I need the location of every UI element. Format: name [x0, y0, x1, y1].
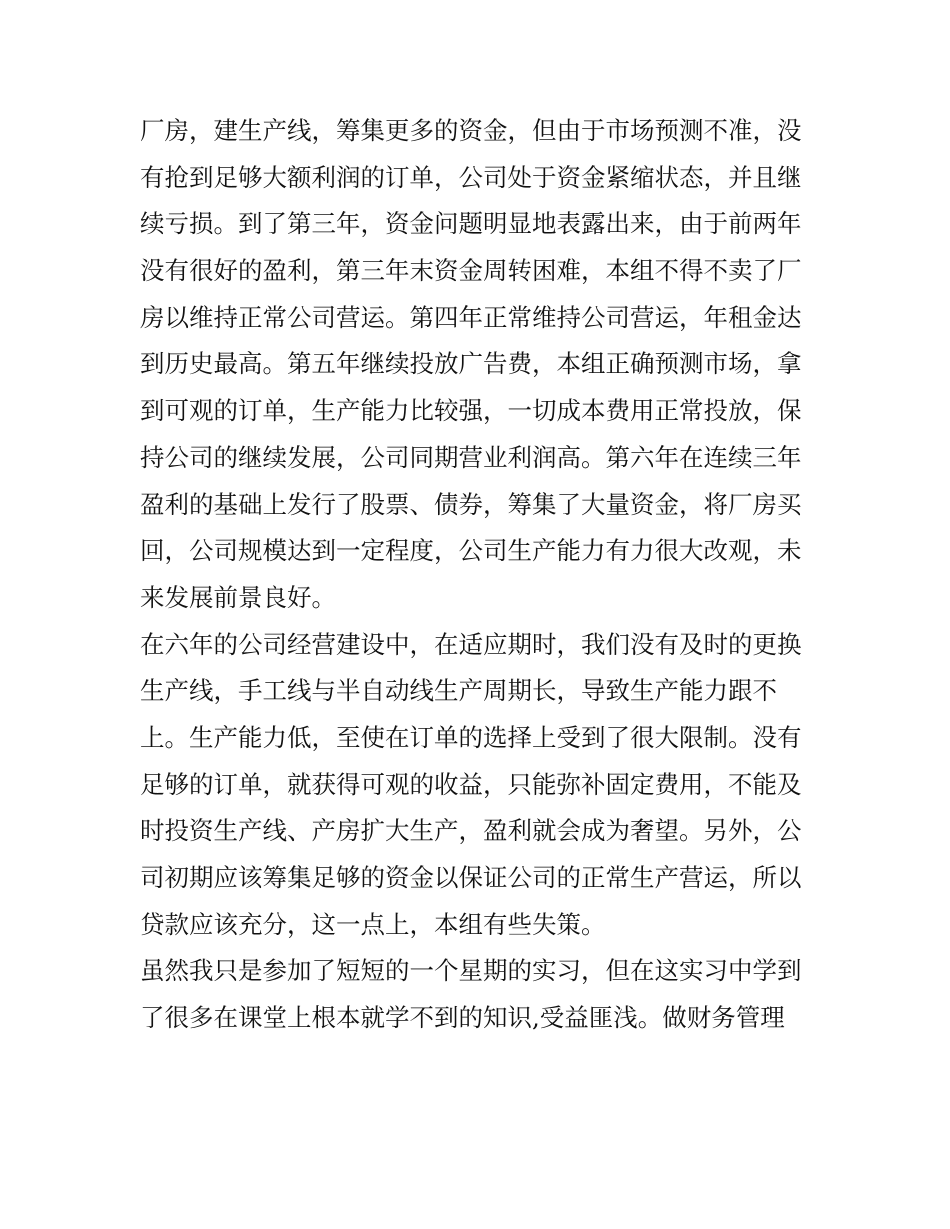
text-line-13: 生产线，手工线与半自动线生产周期长，导致生产能力跟不	[140, 676, 777, 706]
text-line-12: 在六年的公司经营建设中，在适应期时，我们没有及时的更换	[140, 629, 802, 659]
text-line-5: 房以维持正常公司营运。第四年正常维持公司营运，年租金达	[140, 302, 802, 332]
text-line-11: 来发展前景良好。	[140, 582, 336, 612]
text-line-2: 有抢到足够大额利润的订单，公司处于资金紧缩状态，并且继	[140, 162, 802, 192]
text-line-15: 足够的订单，就获得可观的收益，只能弥补固定费用，不能及	[140, 769, 802, 799]
text-line-17: 司初期应该筹集足够的资金以保证公司的正常生产营运，所以	[140, 863, 802, 892]
body-text	[140, 108, 812, 1042]
text-line-10: 回，公司规模达到一定程度，公司生产能力有力很大改观，未	[140, 536, 802, 566]
text-line-7: 到可观的订单，生产能力比较强，一切成本费用正常投放，保	[140, 396, 802, 426]
text-line-14: 上。生产能力低，至使在订单的选择上受到了很大限制。没有	[140, 722, 802, 752]
text-line-19: 虽然我只是参加了短短的一个星期的实习，但在这实习中学到	[140, 956, 802, 986]
text-line-4: 没有很好的盈利，第三年末资金周转困难，本组不得不卖了厂	[140, 256, 802, 286]
text-line-20: 了很多在课堂上根本就学不到的知识,受益匪浅。做财务管理	[140, 1003, 785, 1033]
text-line-8: 持公司的继续发展，公司同期营业利润高。第六年在连续三年	[140, 442, 802, 472]
text-line-9: 盈利的基础上发行了股票、债券，筹集了大量资金，将厂房买	[140, 489, 802, 519]
text-line-6: 到历史最高。第五年继续投放广告费，本组正确预测市场，拿	[140, 349, 802, 379]
text-line-3: 续亏损。到了第三年，资金问题明显地表露出来，由于前两年	[140, 209, 802, 239]
text-line-18: 贷款应该充分，这一点上，本组有些失策。	[140, 909, 606, 939]
text-line-16: 时投资生产线、产房扩大生产，盈利就会成为奢望。另外，公	[140, 816, 802, 846]
text-line-1: 厂房，建生产线，筹集更多的资金，但由于市场预测不准，没	[140, 116, 802, 145]
